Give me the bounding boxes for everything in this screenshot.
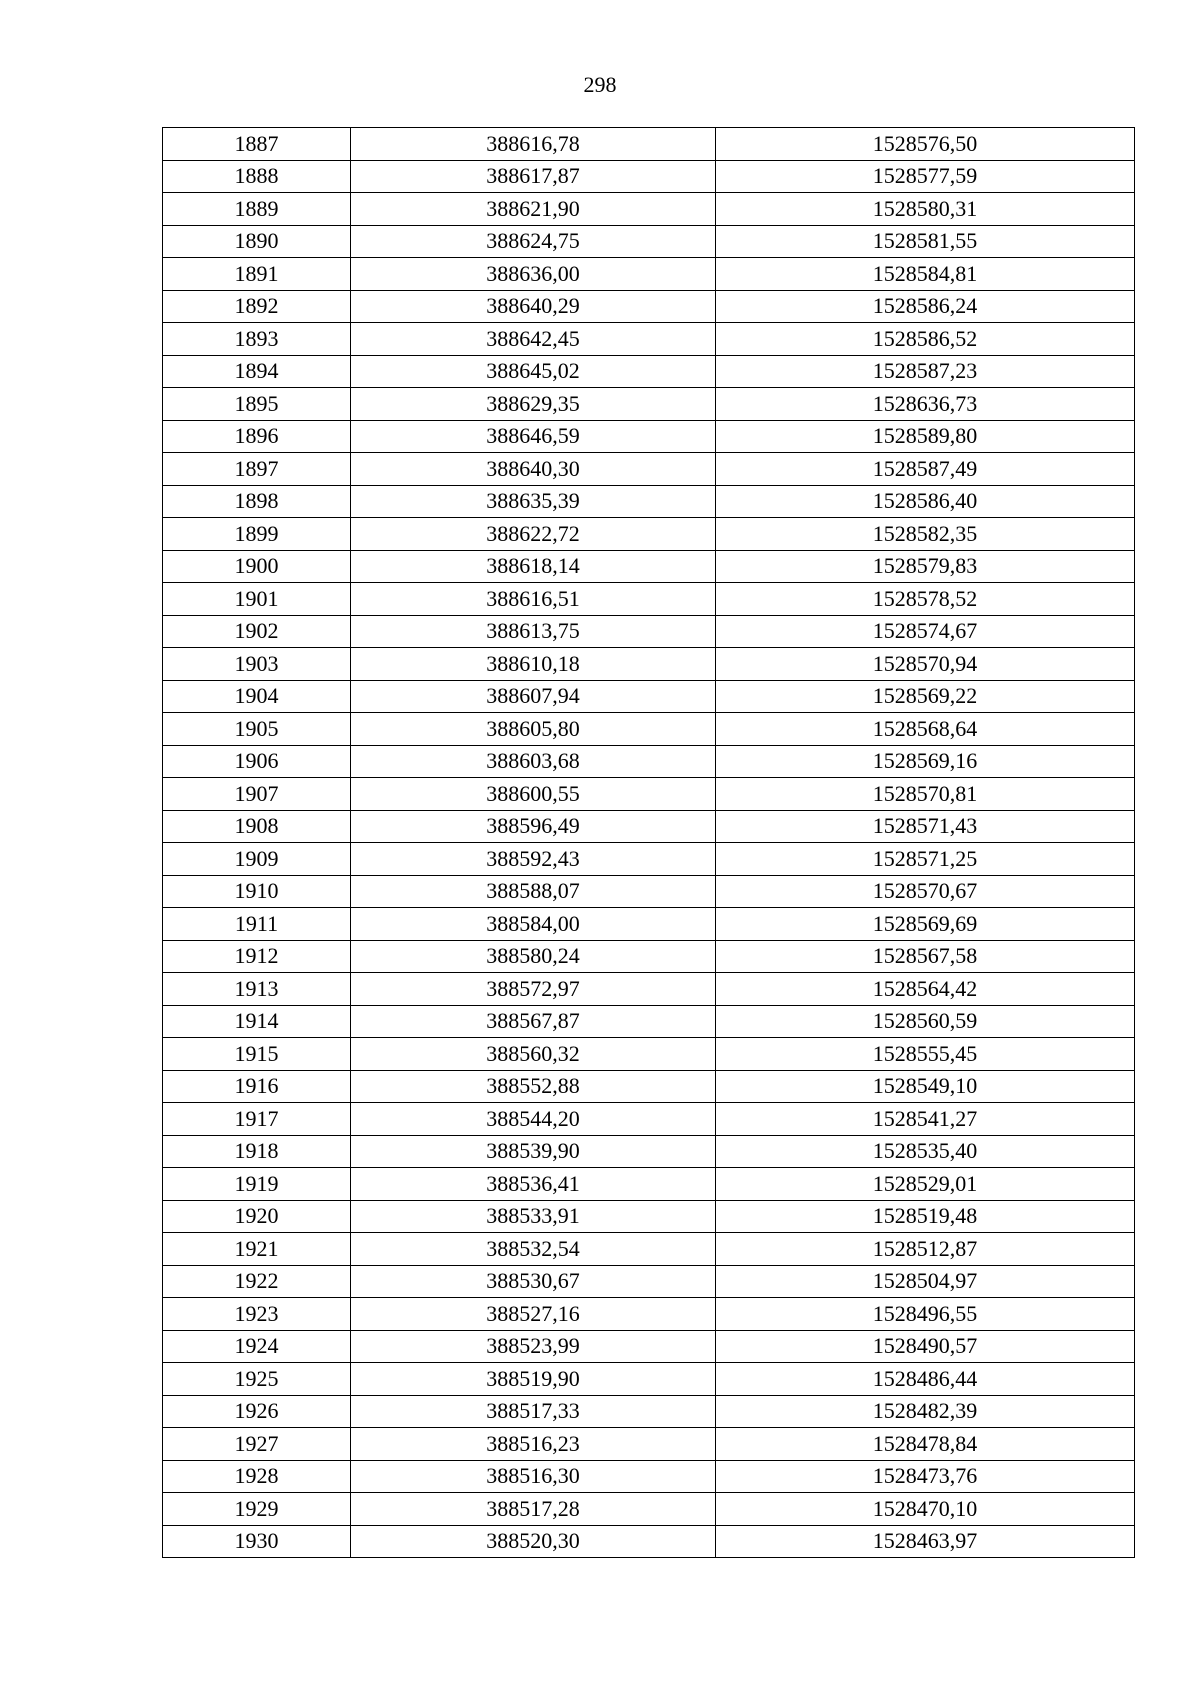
y-coordinate-cell: 1528541,27	[716, 1103, 1135, 1136]
x-coordinate-cell: 388533,91	[351, 1200, 716, 1233]
table-row	[163, 1038, 1135, 1071]
y-coordinate-cell: 1528570,94	[716, 648, 1135, 681]
x-coordinate-cell: 388622,72	[351, 518, 716, 551]
point-number-cell: 1911	[163, 908, 351, 941]
y-coordinate-cell: 1528571,43	[716, 810, 1135, 843]
table-row	[163, 713, 1135, 746]
x-coordinate-cell: 388536,41	[351, 1168, 716, 1201]
point-number-cell: 1922	[163, 1265, 351, 1298]
table-row	[163, 193, 1135, 226]
y-coordinate-cell: 1528569,16	[716, 745, 1135, 778]
x-coordinate-cell: 388527,16	[351, 1298, 716, 1331]
table-row	[163, 323, 1135, 356]
y-coordinate-cell: 1528567,58	[716, 940, 1135, 973]
x-coordinate-cell: 388645,02	[351, 355, 716, 388]
y-coordinate-cell: 1528470,10	[716, 1493, 1135, 1526]
point-number-cell: 1912	[163, 940, 351, 973]
point-number-cell: 1887	[163, 128, 351, 161]
y-coordinate-cell: 1528463,97	[716, 1525, 1135, 1558]
point-number-cell: 1909	[163, 843, 351, 876]
x-coordinate-cell: 388635,39	[351, 485, 716, 518]
y-coordinate-cell: 1528587,49	[716, 453, 1135, 486]
y-coordinate-cell: 1528636,73	[716, 388, 1135, 421]
point-number-cell: 1889	[163, 193, 351, 226]
point-number-cell: 1910	[163, 875, 351, 908]
y-coordinate-cell: 1528519,48	[716, 1200, 1135, 1233]
y-coordinate-cell: 1528577,59	[716, 160, 1135, 193]
y-coordinate-cell: 1528504,97	[716, 1265, 1135, 1298]
table-row	[163, 1135, 1135, 1168]
table-row	[163, 258, 1135, 291]
table-row	[163, 778, 1135, 811]
table-row	[163, 1428, 1135, 1461]
table-row	[163, 225, 1135, 258]
y-coordinate-cell: 1528587,23	[716, 355, 1135, 388]
y-coordinate-cell: 1528586,52	[716, 323, 1135, 356]
y-coordinate-cell: 1528579,83	[716, 550, 1135, 583]
table-row	[163, 1363, 1135, 1396]
table-row	[163, 875, 1135, 908]
y-coordinate-cell: 1528589,80	[716, 420, 1135, 453]
point-number-cell: 1913	[163, 973, 351, 1006]
table-row	[163, 1298, 1135, 1331]
x-coordinate-cell: 388592,43	[351, 843, 716, 876]
table-row	[163, 1070, 1135, 1103]
point-number-cell: 1907	[163, 778, 351, 811]
x-coordinate-cell: 388624,75	[351, 225, 716, 258]
point-number-cell: 1890	[163, 225, 351, 258]
x-coordinate-cell: 388640,30	[351, 453, 716, 486]
x-coordinate-cell: 388584,00	[351, 908, 716, 941]
point-number-cell: 1895	[163, 388, 351, 421]
table-row	[163, 1493, 1135, 1526]
point-number-cell: 1914	[163, 1005, 351, 1038]
table-row	[163, 908, 1135, 941]
y-coordinate-cell: 1528568,64	[716, 713, 1135, 746]
x-coordinate-cell: 388621,90	[351, 193, 716, 226]
y-coordinate-cell: 1528473,76	[716, 1460, 1135, 1493]
table-row	[163, 485, 1135, 518]
x-coordinate-cell: 388516,23	[351, 1428, 716, 1461]
table-row	[163, 843, 1135, 876]
y-coordinate-cell: 1528569,69	[716, 908, 1135, 941]
point-number-cell: 1905	[163, 713, 351, 746]
x-coordinate-cell: 388539,90	[351, 1135, 716, 1168]
point-number-cell: 1898	[163, 485, 351, 518]
x-coordinate-cell: 388560,32	[351, 1038, 716, 1071]
point-number-cell: 1917	[163, 1103, 351, 1136]
point-number-cell: 1919	[163, 1168, 351, 1201]
y-coordinate-cell: 1528569,22	[716, 680, 1135, 713]
point-number-cell: 1897	[163, 453, 351, 486]
x-coordinate-cell: 388530,67	[351, 1265, 716, 1298]
y-coordinate-cell: 1528496,55	[716, 1298, 1135, 1331]
x-coordinate-cell: 388616,51	[351, 583, 716, 616]
table-row	[163, 615, 1135, 648]
y-coordinate-cell: 1528586,24	[716, 290, 1135, 323]
point-number-cell: 1891	[163, 258, 351, 291]
x-coordinate-cell: 388580,24	[351, 940, 716, 973]
point-number-cell: 1929	[163, 1493, 351, 1526]
x-coordinate-cell: 388523,99	[351, 1330, 716, 1363]
table-row	[163, 290, 1135, 323]
y-coordinate-cell: 1528581,55	[716, 225, 1135, 258]
table-row	[163, 1103, 1135, 1136]
point-number-cell: 1915	[163, 1038, 351, 1071]
x-coordinate-cell: 388607,94	[351, 680, 716, 713]
point-number-cell: 1930	[163, 1525, 351, 1558]
point-number-cell: 1920	[163, 1200, 351, 1233]
x-coordinate-cell: 388616,78	[351, 128, 716, 161]
point-number-cell: 1894	[163, 355, 351, 388]
y-coordinate-cell: 1528578,52	[716, 583, 1135, 616]
y-coordinate-cell: 1528486,44	[716, 1363, 1135, 1396]
x-coordinate-cell: 388642,45	[351, 323, 716, 356]
x-coordinate-cell: 388516,30	[351, 1460, 716, 1493]
x-coordinate-cell: 388520,30	[351, 1525, 716, 1558]
point-number-cell: 1916	[163, 1070, 351, 1103]
x-coordinate-cell: 388596,49	[351, 810, 716, 843]
y-coordinate-cell: 1528482,39	[716, 1395, 1135, 1428]
table-row	[163, 128, 1135, 161]
point-number-cell: 1908	[163, 810, 351, 843]
y-coordinate-cell: 1528570,81	[716, 778, 1135, 811]
x-coordinate-cell: 388600,55	[351, 778, 716, 811]
point-number-cell: 1892	[163, 290, 351, 323]
x-coordinate-cell: 388617,87	[351, 160, 716, 193]
point-number-cell: 1900	[163, 550, 351, 583]
y-coordinate-cell: 1528560,59	[716, 1005, 1135, 1038]
x-coordinate-cell: 388519,90	[351, 1363, 716, 1396]
page-number: 298	[583, 72, 617, 97]
point-number-cell: 1903	[163, 648, 351, 681]
point-number-cell: 1925	[163, 1363, 351, 1396]
point-number-cell: 1888	[163, 160, 351, 193]
y-coordinate-cell: 1528529,01	[716, 1168, 1135, 1201]
table-row	[163, 680, 1135, 713]
table-row	[163, 453, 1135, 486]
point-number-cell: 1926	[163, 1395, 351, 1428]
point-number-cell: 1893	[163, 323, 351, 356]
y-coordinate-cell: 1528580,31	[716, 193, 1135, 226]
table-row	[163, 1005, 1135, 1038]
x-coordinate-cell: 388605,80	[351, 713, 716, 746]
x-coordinate-cell: 388517,28	[351, 1493, 716, 1526]
point-number-cell: 1902	[163, 615, 351, 648]
x-coordinate-cell: 388629,35	[351, 388, 716, 421]
coordinates-table-body	[163, 128, 1135, 1558]
x-coordinate-cell: 388618,14	[351, 550, 716, 583]
point-number-cell: 1928	[163, 1460, 351, 1493]
y-coordinate-cell: 1528571,25	[716, 843, 1135, 876]
point-number-cell: 1904	[163, 680, 351, 713]
table-row	[163, 1330, 1135, 1363]
table-row	[163, 160, 1135, 193]
x-coordinate-cell: 388567,87	[351, 1005, 716, 1038]
table-row	[163, 1233, 1135, 1266]
point-number-cell: 1899	[163, 518, 351, 551]
point-number-cell: 1927	[163, 1428, 351, 1461]
y-coordinate-cell: 1528490,57	[716, 1330, 1135, 1363]
x-coordinate-cell: 388572,97	[351, 973, 716, 1006]
y-coordinate-cell: 1528574,67	[716, 615, 1135, 648]
table-row	[163, 1395, 1135, 1428]
point-number-cell: 1918	[163, 1135, 351, 1168]
table-row	[163, 1460, 1135, 1493]
point-number-cell: 1896	[163, 420, 351, 453]
table-row	[163, 1168, 1135, 1201]
table-row	[163, 518, 1135, 551]
point-number-cell: 1906	[163, 745, 351, 778]
y-coordinate-cell: 1528564,42	[716, 973, 1135, 1006]
y-coordinate-cell: 1528555,45	[716, 1038, 1135, 1071]
x-coordinate-cell: 388517,33	[351, 1395, 716, 1428]
x-coordinate-cell: 388588,07	[351, 875, 716, 908]
point-number-cell: 1901	[163, 583, 351, 616]
table-row	[163, 583, 1135, 616]
y-coordinate-cell: 1528512,87	[716, 1233, 1135, 1266]
x-coordinate-cell: 388610,18	[351, 648, 716, 681]
table-row	[163, 973, 1135, 1006]
table-row	[163, 550, 1135, 583]
table-row	[163, 420, 1135, 453]
x-coordinate-cell: 388544,20	[351, 1103, 716, 1136]
table-row	[163, 940, 1135, 973]
x-coordinate-cell: 388640,29	[351, 290, 716, 323]
x-coordinate-cell: 388532,54	[351, 1233, 716, 1266]
y-coordinate-cell: 1528549,10	[716, 1070, 1135, 1103]
point-number-cell: 1923	[163, 1298, 351, 1331]
point-number-cell: 1921	[163, 1233, 351, 1266]
x-coordinate-cell: 388636,00	[351, 258, 716, 291]
y-coordinate-cell: 1528478,84	[716, 1428, 1135, 1461]
y-coordinate-cell: 1528535,40	[716, 1135, 1135, 1168]
table-row	[163, 388, 1135, 421]
x-coordinate-cell: 388552,88	[351, 1070, 716, 1103]
x-coordinate-cell: 388603,68	[351, 745, 716, 778]
y-coordinate-cell: 1528584,81	[716, 258, 1135, 291]
x-coordinate-cell: 388646,59	[351, 420, 716, 453]
table-row	[163, 1525, 1135, 1558]
table-row	[163, 648, 1135, 681]
table-row	[163, 355, 1135, 388]
point-number-cell: 1924	[163, 1330, 351, 1363]
table-row	[163, 810, 1135, 843]
y-coordinate-cell: 1528570,67	[716, 875, 1135, 908]
y-coordinate-cell: 1528586,40	[716, 485, 1135, 518]
x-coordinate-cell: 388613,75	[351, 615, 716, 648]
y-coordinate-cell: 1528582,35	[716, 518, 1135, 551]
table-row	[163, 745, 1135, 778]
coordinates-table	[162, 127, 1135, 1558]
table-row	[163, 1265, 1135, 1298]
table-row	[163, 1200, 1135, 1233]
y-coordinate-cell: 1528576,50	[716, 128, 1135, 161]
